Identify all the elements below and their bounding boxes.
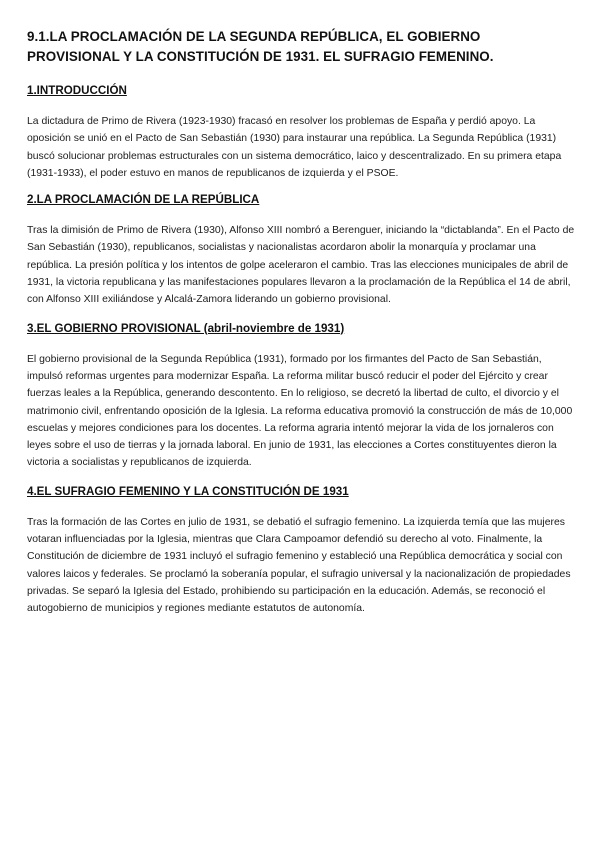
section-sufragio-femenino <box>27 484 576 618</box>
section-heading: 1.INTRODUCCIÓN <box>27 84 127 97</box>
section-paragraph: Tras la dimisión de Primo de Rivera (1930), Alfonso XIII nombró a Berenguer, iniciando la “dictablanda”. En el Pacto de San Sebastián (1930), republicanos, socialistas y nacionalistas acordaron abolir la monarquía y proclamar una república. La presión política y los intentos de golpe aceleraron el cambio. Tras las elecciones municipales de abril de 1931, la victoria republicana y las manifestaciones populares llevaron a la proclamación de la República el 14 de abril, con Alfonso XIII exiliándose y Alcalá-Zamora liderando un gobierno provisional. <box>27 225 575 306</box>
section-paragraph: El gobierno provisional de la Segunda República (1931), formado por los firmantes del Pacto de San Sebastián, impulsó reformas urgentes para modernizar España. La reforma militar buscó reducir el poder del Ejército y crear fuerzas leales a la República, generando descontento. En lo religioso, se decretó la libertad de culto, el divorcio y el matrimonio civil, enfrentando oposición de la Iglesia. La reforma educativa promovió la construcción de más de 10,000 escuelas y mejores condiciones para los docentes. La reforma agraria intentó mejorar la vida de los jornaleros con leyes sobre el uso de tierras y la jornada laboral. En junio de 1931, las elecciones a Cortes constituyentes dieron la victoria a socialistas y republicanos de izquierda. <box>27 353 573 469</box>
section-paragraph: Tras la formación de las Cortes en julio de 1931, se debatió el sufragio femenino. La izquierda temía que las mujeres votaran influenciadas por la Iglesia, mientras que Clara Campoamor defendió su derecho al voto. Finalmente, la Constitución de diciembre de 1931 incluyó el sufragio femenino y estableció una República democrática y social con valores laicos y federales. Se proclamó la soberanía popular, el sufragio universal y la nacionalización de propiedades privadas. Se separó la Iglesia del Estado, prohibiendo su participación en la educación. Además, se reconoció el autogobierno de municipios y regiones mediante estatutos de autonomía. <box>27 516 571 615</box>
section-paragraph: La dictadura de Primo de Rivera (1923-1930) fracasó en resolver los problemas de España y perdió apoyo. La oposición se unió en el Pacto de San Sebastián (1930) para instaurar una república. La Segunda República (1931) buscó solucionar problemas estructurales con un sistema democrático, laico y descentralizado. En su primera etapa (1931-1933), el poder estuvo en manos de republicanos de izquierda y el PSOE. <box>27 116 562 179</box>
section-heading: 2.LA PROCLAMACIÓN DE LA REPÚBLICA <box>27 193 260 207</box>
section-proclamacion <box>27 192 576 308</box>
section-heading: 3.EL GOBIERNO PROVISIONAL (abril-noviembre de 1931) <box>27 321 345 335</box>
document-page <box>27 27 576 630</box>
section-gobierno-provisional <box>27 321 576 472</box>
document-title: 9.1.LA PROCLAMACIÓN DE LA SEGUNDA REPÚBLICA, EL GOBIERNO PROVISIONAL Y LA CONSTITUCIÓN DE 1931. EL SUFRAGIO FEMENINO. <box>27 29 494 64</box>
section-heading: 4.EL SUFRAGIO FEMENINO Y LA CONSTITUCIÓN DE 1931 <box>27 484 349 498</box>
section-introduccion <box>27 83 576 182</box>
